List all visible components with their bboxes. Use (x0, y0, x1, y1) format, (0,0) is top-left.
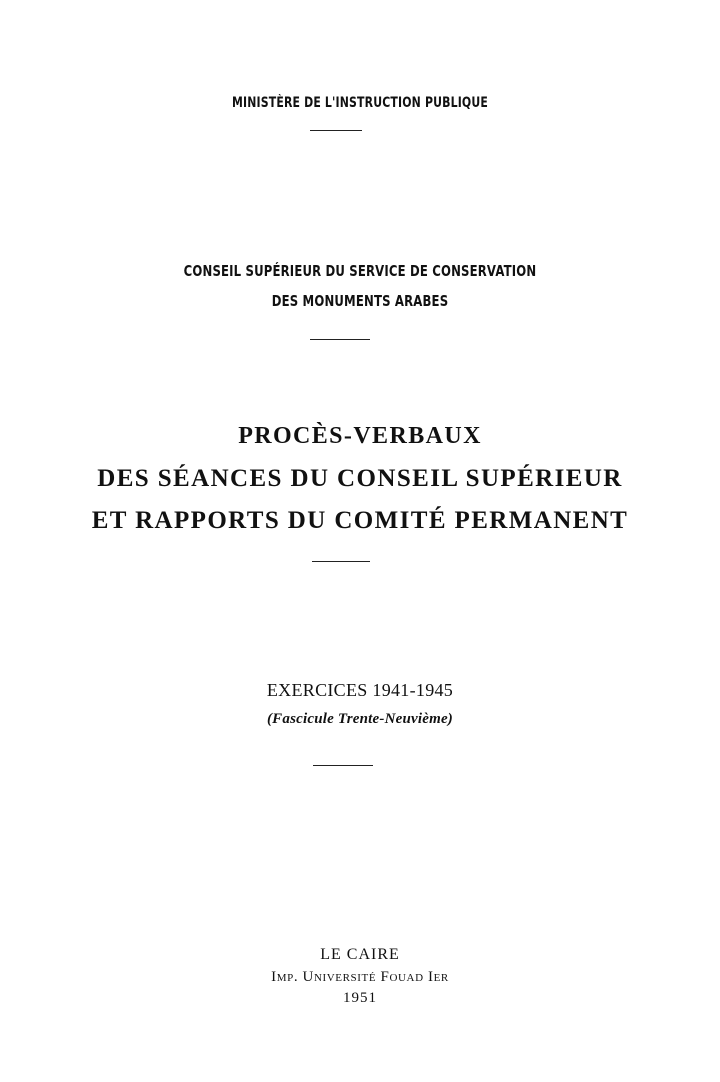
title-line3: ET RAPPORTS DU COMITÉ PERMANENT (91, 507, 629, 534)
divider-rule (310, 339, 370, 340)
council-heading-line2: DES MONUMENTS ARABES (271, 292, 449, 310)
divider-rule (310, 130, 362, 131)
ministry-heading: MINISTÈRE DE L'INSTRUCTION PUBLIQUE (231, 95, 489, 111)
imprint-city: LE CAIRE (320, 946, 400, 963)
exercises-years: EXERCICES 1941-1945 (266, 680, 454, 700)
divider-rule (313, 765, 373, 766)
divider-rule (312, 561, 370, 562)
title-line1: PROCÈS-VERBAUX (238, 423, 482, 449)
council-heading-line1: CONSEIL SUPÉRIEUR DU SERVICE DE CONSERVATION (183, 262, 537, 280)
imprint-printer: Imp. Université Fouad Ier (271, 969, 449, 985)
imprint-year: 1951 (343, 990, 377, 1006)
fascicule-number: (Fascicule Trente-Neuvième) (266, 711, 454, 727)
title-line2: DES SÉANCES DU CONSEIL SUPÉRIEUR (97, 465, 623, 492)
